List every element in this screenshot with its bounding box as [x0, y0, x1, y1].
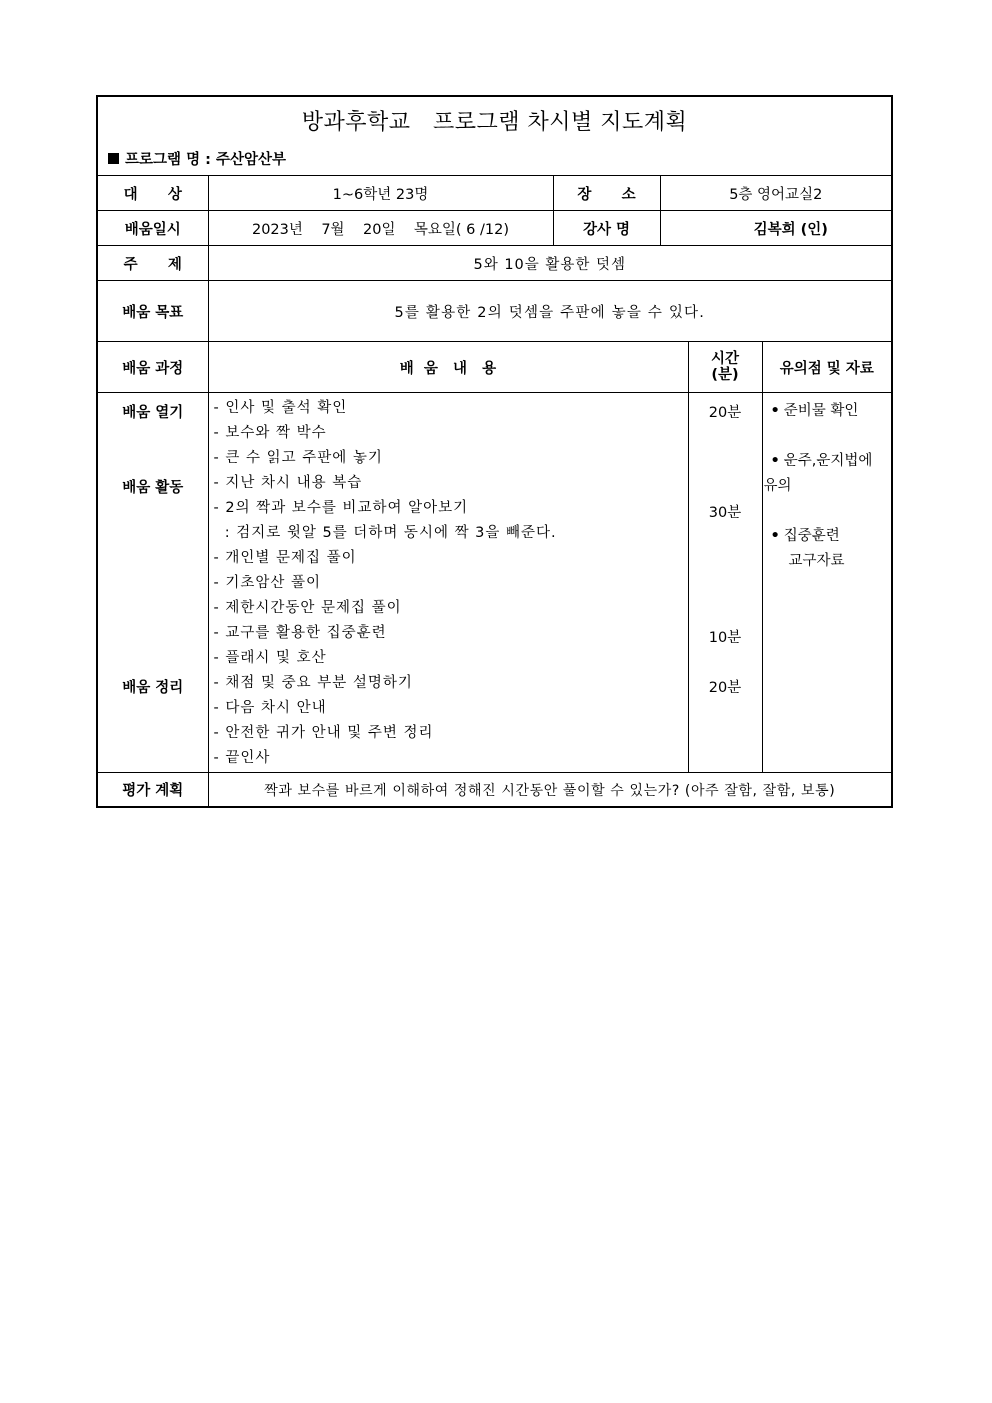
goal-value: 5를 활용한 2의 덧셈을 주판에 놓을 수 있다. [208, 281, 892, 342]
time-column [688, 393, 762, 773]
content-line: - 채점 및 중요 부분 설명하기 [213, 675, 413, 691]
content-line: : 검지로 윗알 5를 더하며 동시에 짝 3을 빼준다. [213, 525, 557, 541]
goal-label: 배움 목표 [97, 281, 208, 342]
content-line: - 개인별 문제집 풀이 [213, 550, 357, 566]
time-header [688, 342, 762, 393]
content-line: - 큰 수 읽고 주판에 놓기 [213, 450, 383, 466]
time-activity: 30분 [708, 505, 742, 521]
topic-label: 주 제 [97, 246, 208, 281]
square-bullet-icon [108, 153, 119, 164]
topic-value: 5와 10을 활용한 덧셈 [208, 246, 892, 281]
bullet-icon: • [770, 453, 780, 469]
date-label: 배움일시 [97, 211, 208, 246]
time-header-line2: (분) [711, 367, 739, 383]
bullet-icon: • [770, 403, 780, 419]
content-header: 배 움 내 용 [208, 342, 688, 393]
date-value: 2023년 7월 20일 목요일( 6 /12) [208, 211, 553, 246]
content-line: - 인사 및 출석 확인 [213, 400, 348, 416]
teacher-value: 김복희 (인) [660, 211, 892, 246]
stage-column [97, 393, 208, 773]
stage-opening: 배움 열기 [122, 405, 184, 421]
content-line: - 다음 차시 안내 [213, 700, 327, 716]
process-header: 배움 과정 [97, 342, 208, 393]
target-label: 대 상 [97, 176, 208, 211]
title-cell [97, 96, 892, 176]
content-line: - 플래시 및 호산 [213, 650, 327, 666]
stage-activity: 배움 활동 [122, 480, 184, 496]
bullet-icon: • [770, 528, 780, 544]
notes-header: 유의점 및 자료 [762, 342, 892, 393]
content-line: - 기초암산 풀이 [213, 575, 321, 591]
teacher-label: 강사 명 [553, 211, 660, 246]
content-line: - 교구를 활용한 집중훈련 [213, 625, 387, 641]
content-line: - 안전한 귀가 안내 및 주변 정리 [213, 725, 434, 741]
content-line: - 2의 짝과 보수를 비교하여 알아보기 [213, 500, 469, 516]
time-opening: 20분 [708, 405, 742, 421]
content-line: - 끝인사 [213, 750, 271, 766]
stage-closing: 배움 정리 [122, 680, 184, 696]
target-value: 1~6학년 23명 [208, 176, 553, 211]
note-materials: • 준비물 확인 [770, 403, 859, 419]
note-technique-cont: 유의 [763, 478, 792, 494]
time-header-line1: 시간 [710, 351, 739, 367]
time-closing: 20분 [708, 680, 742, 696]
program-name-label: 프로그램 명 : 주산암산부 [125, 152, 287, 168]
program-name [108, 148, 286, 169]
content-line: - 제한시간동안 문제집 풀이 [213, 600, 402, 616]
note-technique: • 운주,운지법에 [770, 453, 873, 469]
content-line: - 지난 차시 내용 복습 [213, 475, 363, 491]
content-column [208, 393, 688, 773]
content-line: - 보수와 짝 박수 [213, 425, 327, 441]
time-training: 10분 [708, 630, 742, 646]
notes-column [762, 393, 892, 773]
evaluation-value: 짝과 보수를 바르게 이해하여 정해진 시간동안 풀이할 수 있는가? (아주 잘함, 잘함, 보통) [208, 773, 892, 808]
note-training: • 집중훈련 [770, 528, 840, 544]
document-title: 방과후학교 프로그램 차시별 지도계획 [301, 110, 688, 135]
lesson-plan-document [96, 95, 891, 808]
place-value: 5층 영어교실2 [660, 176, 892, 211]
place-label: 장 소 [553, 176, 660, 211]
note-training-cont: 교구자료 [788, 553, 845, 569]
evaluation-label: 평가 계획 [97, 773, 208, 808]
lesson-plan-table [96, 95, 893, 808]
